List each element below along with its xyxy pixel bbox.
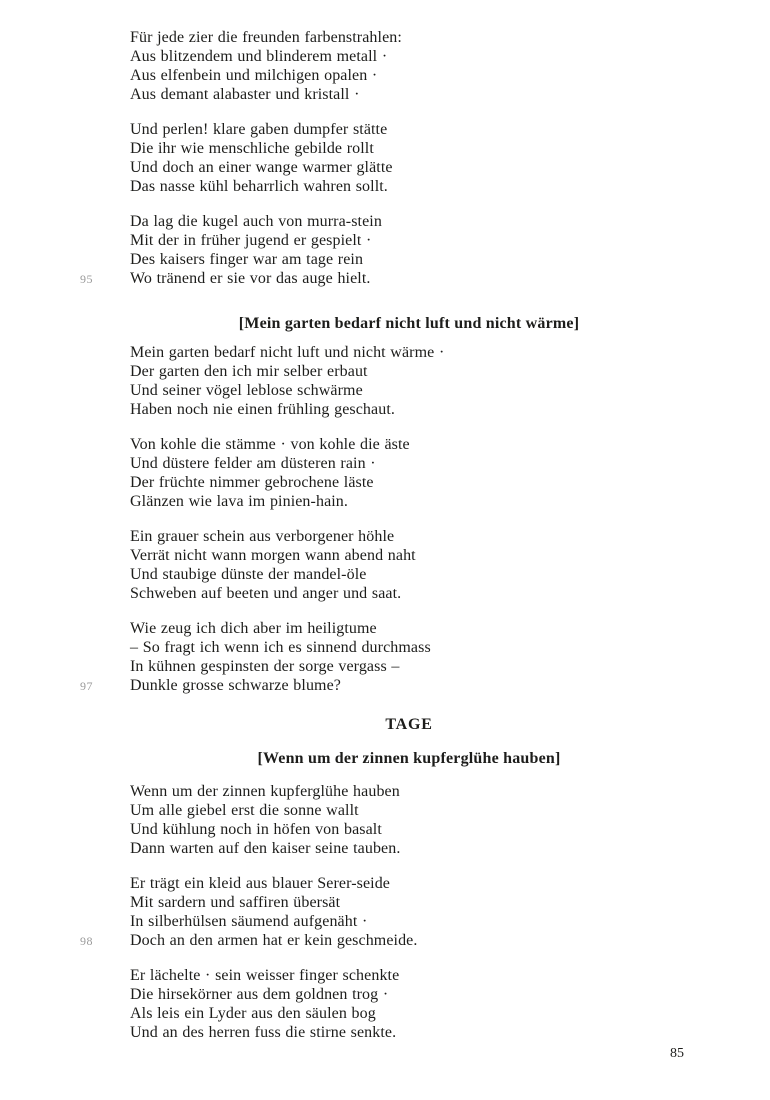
- stanza: [80, 874, 688, 950]
- verse-line: Die hirsekörner aus dem goldnen trog ·: [130, 986, 389, 1003]
- verse-line: Haben noch nie einen frühling geschaut.: [130, 401, 395, 418]
- verse-line: Das nasse kühl beharrlich wahren sollt.: [130, 178, 388, 195]
- stanza: [80, 212, 688, 288]
- verse-line: Er lächelte · sein weisser finger schenkte: [130, 967, 400, 984]
- line-number: 97: [80, 679, 93, 693]
- verse-line: Und seiner vögel leblose schwärme: [130, 382, 363, 399]
- line-number: 98: [80, 934, 93, 948]
- verse-line: Mit der in früher jugend er gespielt ·: [130, 232, 372, 249]
- verse-line: Aus blitzendem und blinderem metall ·: [130, 48, 388, 65]
- poem-content: [80, 28, 688, 1058]
- verse-line: Und an des herren fuss die stirne senkte.: [130, 1024, 397, 1041]
- verse-line: Schweben auf beeten und anger und saat.: [130, 585, 402, 602]
- verse-line: Doch an den armen hat er kein geschmeide. 98: [80, 932, 418, 949]
- verse-line: Aus elfenbein und milchigen opalen ·: [130, 67, 378, 84]
- verse-line: Wie zeug ich dich aber im heiligtume: [130, 620, 377, 637]
- stanza: [130, 527, 688, 603]
- verse-line: Um alle giebel erst die sonne wallt: [130, 802, 359, 819]
- verse-line: In kühnen gespinsten der sorge vergass –: [130, 658, 400, 675]
- stanza: [130, 120, 688, 196]
- stanza: [130, 966, 688, 1042]
- verse-line: Aus demant alabaster und kristall ·: [130, 86, 360, 103]
- section-title: TAGE: [385, 716, 433, 733]
- verse-line: Und staubige dünste der mandel-öle: [130, 566, 367, 583]
- stanza: [130, 343, 688, 419]
- verse-line: Und doch an einer wange warmer glätte: [130, 159, 393, 176]
- stanza: [130, 28, 688, 104]
- line-number: 95: [80, 272, 93, 286]
- poem-heading-bracketed: [Mein garten bedarf nicht luft und nicht wärme]: [238, 315, 580, 332]
- verse-line: Von kohle die stämme · von kohle die äste: [130, 436, 410, 453]
- verse-line: Mein garten bedarf nicht luft und nicht wärme ·: [130, 344, 445, 361]
- verse-line: Verrät nicht wann morgen wann abend naht: [130, 547, 416, 564]
- verse-line: Dunkle grosse schwarze blume? 97: [80, 677, 341, 694]
- verse-line: Des kaisers finger war am tage rein: [130, 251, 364, 268]
- verse-line: Glänzen wie lava im pinien-hain.: [130, 493, 349, 510]
- verse-line: Der früchte nimmer gebrochene läste: [130, 474, 374, 491]
- verse-line: Mit sardern und saffiren übersät: [130, 894, 341, 911]
- verse-line: Und düstere felder am düsteren rain ·: [130, 455, 376, 472]
- verse-line: Wo tränend er sie vor das auge hielt. 95: [80, 270, 371, 287]
- verse-line: Die ihr wie menschliche gebilde rollt: [130, 140, 374, 157]
- stanza: [130, 782, 688, 858]
- verse-line: Und perlen! klare gaben dumpfer stätte: [130, 121, 388, 138]
- verse-line: Er trägt ein kleid aus blauer Serer-seide: [130, 875, 391, 892]
- poem-heading-bracketed: [Wenn um der zinnen kupferglühe hauben]: [257, 750, 561, 767]
- stanza: [130, 435, 688, 511]
- stanza: [80, 619, 688, 695]
- verse-line: Der garten den ich mir selber erbaut: [130, 363, 368, 380]
- verse-line: Für jede zier die freunden farbenstrahlen:: [130, 29, 402, 46]
- verse-line: Und kühlung noch in höfen von basalt: [130, 821, 382, 838]
- verse-line: Wenn um der zinnen kupferglühe hauben: [130, 783, 400, 800]
- page-number: 85: [670, 1046, 684, 1061]
- verse-line: Als leis ein Lyder aus den säulen bog: [130, 1005, 376, 1022]
- verse-line: – So fragt ich wenn ich es sinnend durchmass: [130, 639, 431, 656]
- verse-line: Ein grauer schein aus verborgener höhle: [130, 528, 395, 545]
- verse-line: Da lag die kugel auch von murra-stein: [130, 213, 382, 230]
- verse-line: Dann warten auf den kaiser seine tauben.: [130, 840, 401, 857]
- verse-line: In silberhülsen säumend aufgenäht ·: [130, 913, 368, 930]
